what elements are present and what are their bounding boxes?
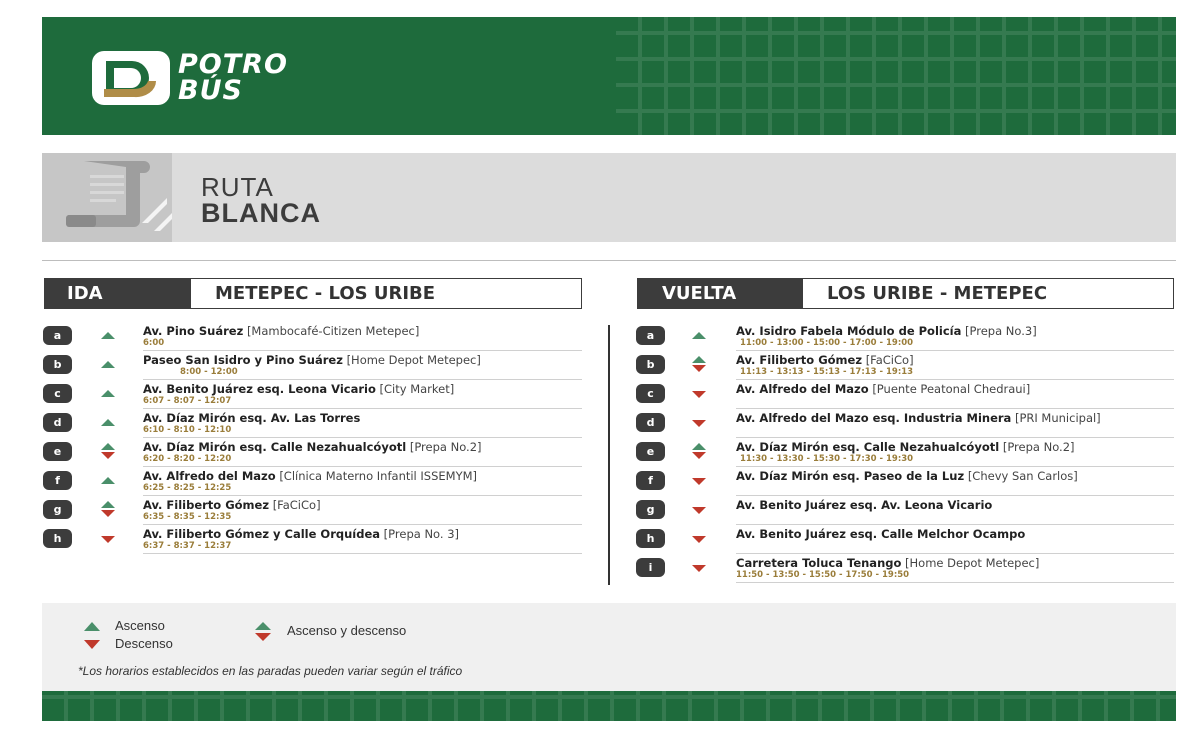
stop-reference: [City Market] [379, 382, 455, 396]
stop-name: Av. Filiberto Gómez y Calle Orquídea [143, 527, 381, 541]
stop-name-line [736, 411, 1101, 425]
stop-row [636, 496, 1174, 525]
stop-name-line [736, 382, 1030, 396]
stop-name: Av. Alfredo del Mazo [736, 382, 869, 396]
route-title-prefix: RUTA [201, 172, 274, 202]
stop-letter-badge: g [636, 500, 665, 519]
stop-letter-badge: h [43, 529, 72, 548]
ascenso-descenso-icon [253, 620, 273, 644]
stop-times: 6:37 - 8:37 - 12:37 [143, 541, 232, 551]
stop-info [143, 380, 582, 409]
stop-row [636, 322, 1174, 351]
stop-reference: [Prepa No.2] [1002, 440, 1075, 454]
stop-info [736, 467, 1174, 496]
stop-times: 8:00 - 12:00 [180, 367, 238, 377]
stop-name: Paseo San Isidro y Pino Suárez [143, 353, 343, 367]
stop-letter-badge: f [43, 471, 72, 490]
ida-header [44, 278, 582, 309]
stop-name-line [736, 498, 992, 512]
stop-reference: [Home Depot Metepec] [346, 353, 481, 367]
stop-name-line [143, 382, 454, 396]
stop-info [736, 554, 1174, 583]
stop-name-line [736, 556, 1039, 570]
logo-text [178, 49, 288, 106]
ascenso-icon [98, 328, 118, 346]
vuelta-route: LOS URIBE - METEPEC [802, 278, 1174, 309]
vuelta-stop-list [636, 322, 1174, 583]
legend-panel [42, 603, 1176, 691]
stop-reference: [PRI Municipal] [1014, 411, 1101, 425]
stop-reference: [FaCiCo] [272, 498, 321, 512]
stop-row [636, 467, 1174, 496]
stop-times: 11:00 - 13:00 - 15:00 - 17:00 - 19:00 [740, 338, 914, 348]
stop-name: Av. Benito Juárez esq. Av. Leona Vicario [736, 498, 993, 512]
stop-name: Av. Benito Juárez esq. Leona Vicario [143, 382, 376, 396]
stop-name: Av. Filiberto Gómez [736, 353, 863, 367]
stop-name: Av. Isidro Fabela Módulo de Policía [736, 324, 962, 338]
column-separator [608, 325, 610, 585]
stop-row [43, 525, 582, 554]
stop-row [43, 496, 582, 525]
stop-row [43, 351, 582, 380]
stop-info [143, 467, 582, 496]
descenso-icon [689, 560, 709, 578]
stop-name-line [143, 498, 321, 512]
ascenso-descenso-icon [689, 352, 709, 376]
stop-info [736, 409, 1174, 438]
stop-reference: [Clínica Materno Infantil ISSEMYM] [279, 469, 478, 483]
stop-letter-badge: a [43, 326, 72, 345]
stop-row [636, 525, 1174, 554]
stop-name: Av. Pino Suárez [143, 324, 244, 338]
stop-row [636, 380, 1174, 409]
legend-ascenso: Ascenso [115, 618, 165, 633]
stop-name: Av. Benito Juárez esq. Calle Melchor Ocampo [736, 527, 1026, 541]
stop-letter-badge: c [636, 384, 665, 403]
stop-info [143, 351, 582, 380]
stop-name: Av. Filiberto Gómez [143, 498, 270, 512]
stop-name-line [143, 527, 459, 541]
stop-info [143, 438, 582, 467]
stop-info [736, 496, 1174, 525]
ida-label: IDA [44, 278, 190, 309]
stop-letter-badge: h [636, 529, 665, 548]
stop-row [43, 409, 582, 438]
stop-row [636, 351, 1174, 380]
descenso-icon [689, 531, 709, 549]
ascenso-descenso-icon [98, 439, 118, 463]
logo-mark-icon [90, 49, 172, 107]
document-icon [42, 153, 172, 242]
section-divider [42, 260, 1176, 261]
stop-reference: [Prepa No. 3] [383, 527, 459, 541]
stop-letter-badge: a [636, 326, 665, 345]
stop-times: 11:50 - 13:50 - 15:50 - 17:50 - 19:50 [736, 570, 910, 580]
logo-line2: BÚS [178, 75, 243, 106]
stop-row [43, 380, 582, 409]
stop-letter-badge: c [43, 384, 72, 403]
descenso-icon [98, 531, 118, 549]
stop-info [143, 525, 582, 554]
stop-letter-badge: e [43, 442, 72, 461]
stop-reference: [FaCiCo] [865, 353, 914, 367]
descenso-icon [82, 637, 102, 651]
stop-letter-badge: b [43, 355, 72, 374]
route-banner [42, 153, 1176, 242]
stop-reference: [Puente Peatonal Chedraui] [872, 382, 1031, 396]
stop-name: Carretera Toluca Tenango [736, 556, 902, 570]
stop-row [43, 467, 582, 496]
stop-row [636, 438, 1174, 467]
ida-route: METEPEC - LOS URIBE [190, 278, 582, 309]
stop-reference: [Prepa No.2] [409, 440, 482, 454]
stop-letter-badge: d [43, 413, 72, 432]
ascenso-descenso-icon [689, 439, 709, 463]
stop-name-line [736, 527, 1025, 541]
stop-name: Av. Díaz Mirón esq. Calle Nezahualcóyotl [143, 440, 407, 454]
stop-times: 11:30 - 13:30 - 15:30 - 17:30 - 19:30 [740, 454, 914, 464]
stop-name: Av. Díaz Mirón esq. Av. Las Torres [143, 411, 361, 425]
stop-times: 6:35 - 8:35 - 12:35 [143, 512, 232, 522]
ascenso-icon [98, 357, 118, 375]
stop-info [736, 322, 1174, 351]
schedule-note: *Los horarios establecidos en las paradas pueden variar según el tráfico [78, 664, 463, 678]
ascenso-icon [98, 415, 118, 433]
vuelta-label: VUELTA [637, 278, 802, 309]
stop-name-line [736, 440, 1075, 454]
stop-times: 6:20 - 8:20 - 12:20 [143, 454, 232, 464]
route-title-name: BLANCA [201, 198, 321, 228]
stop-info [143, 409, 582, 438]
logo-line1: POTRO [178, 49, 288, 80]
stop-letter-badge: e [636, 442, 665, 461]
stop-times: 6:00 [143, 338, 165, 348]
stop-letter-badge: d [636, 413, 665, 432]
descenso-icon [689, 473, 709, 491]
stop-name-line [736, 469, 1078, 483]
header-pattern [616, 17, 1176, 135]
footer-band [42, 691, 1176, 721]
stop-letter-badge: i [636, 558, 665, 577]
stop-info [143, 496, 582, 525]
header-banner [42, 17, 1176, 135]
stop-times: 6:10 - 8:10 - 12:10 [143, 425, 232, 435]
legend-ambos: Ascenso y descenso [287, 623, 407, 638]
stop-info [736, 380, 1174, 409]
vuelta-header [637, 278, 1174, 309]
ida-stop-list [43, 322, 582, 554]
stop-reference: [Home Depot Metepec] [905, 556, 1040, 570]
stop-row [43, 322, 582, 351]
stop-name-line [143, 469, 477, 483]
stop-info [736, 351, 1174, 380]
stop-times: 6:25 - 8:25 - 12:25 [143, 483, 232, 493]
stop-name-line [143, 440, 482, 454]
stop-name: Av. Díaz Mirón esq. Calle Nezahualcóyotl [736, 440, 1000, 454]
descenso-icon [689, 386, 709, 404]
stop-name-line [143, 324, 419, 338]
stop-reference: [Chevy San Carlos] [967, 469, 1078, 483]
ascenso-icon [82, 619, 102, 633]
stop-row [636, 409, 1174, 438]
stop-reference: [Prepa No.3] [965, 324, 1037, 338]
stop-name: Av. Díaz Mirón esq. Paseo de la Luz [736, 469, 965, 483]
footer-pattern [42, 691, 1176, 721]
stop-times: 11:13 - 13:13 - 15:13 - 17:13 - 19:13 [740, 367, 914, 377]
ascenso-icon [98, 386, 118, 404]
potrobus-logo [90, 49, 288, 107]
stop-letter-badge: g [43, 500, 72, 519]
banner-icon-box [42, 153, 172, 242]
descenso-icon [689, 415, 709, 433]
stop-name: Av. Alfredo del Mazo [143, 469, 276, 483]
stop-times: 6:07 - 8:07 - 12:07 [143, 396, 232, 406]
stop-name: Av. Alfredo del Mazo esq. Industria Minera [736, 411, 1012, 425]
stop-row [43, 438, 582, 467]
stop-name-line [736, 353, 914, 367]
stop-letter-badge: f [636, 471, 665, 490]
ascenso-icon [98, 473, 118, 491]
stop-name-line [143, 353, 481, 367]
stop-reference: [Mambocafé-Citizen Metepec] [246, 324, 420, 338]
descenso-icon [689, 502, 709, 520]
stop-info [143, 322, 582, 351]
ascenso-icon [689, 328, 709, 346]
ascenso-descenso-icon [98, 497, 118, 521]
stop-row [636, 554, 1174, 583]
stop-letter-badge: b [636, 355, 665, 374]
stop-info [736, 525, 1174, 554]
legend-descenso: Descenso [115, 636, 173, 651]
stop-name-line [736, 324, 1037, 338]
stop-name-line [143, 411, 360, 425]
stop-info [736, 438, 1174, 467]
